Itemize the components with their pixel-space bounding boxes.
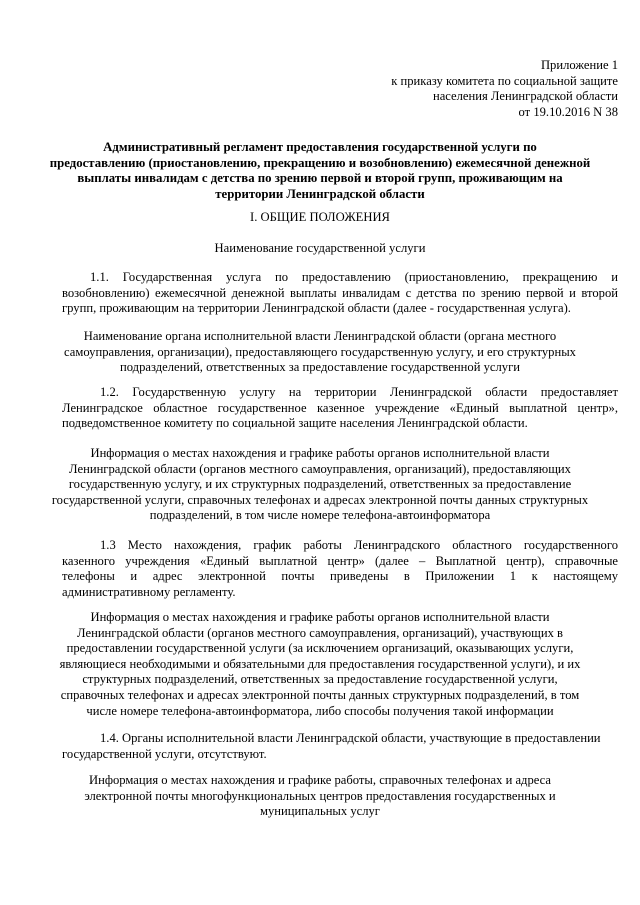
document-title [40, 140, 600, 202]
paragraph-1-4 [62, 731, 618, 762]
subheading-line: предоставлении государственной услуги (за исключением организаций, оказывающих услуги, [66, 641, 574, 656]
title-line: выплаты инвалидам с детства по зрению первой и второй групп, проживающим на [77, 171, 563, 186]
subheading-line: Ленинградской области (органов местного самоуправления, организаций), предоставляющих [69, 461, 571, 476]
paragraph-line: казенного учреждения «Единый выплатной центр» (далее – Выплатной центр), справочные [62, 553, 618, 568]
paragraph-line: 1.1. Государственная услуга по предоставлению (приостановлению, прекращению и [90, 270, 618, 284]
paragraph-line: возобновлению) ежемесячной денежной выплаты инвалидам с детства по зрению первой и второй [62, 285, 618, 300]
section-heading: I. ОБЩИЕ ПОЛОЖЕНИЯ [250, 210, 390, 224]
subheading-line: Информация о местах нахождения и графике работы органов исполнительной власти [90, 610, 550, 624]
subheading-line: государственной услуги, справочных телефонах и адресах электронной почты данных структурных [51, 492, 589, 507]
appendix-line: от 19.10.2016 N 38 [518, 104, 618, 119]
subheading-line: Информация о местах нахождения и графике работы, справочных телефонах и адреса [88, 773, 551, 787]
title-line: предоставлению (приостановлению, прекращению и возобновлению) ежемесячной денежной [49, 155, 591, 170]
paragraph-line: 1.3 Место нахождения, график работы Ленинградского областного государственного [100, 538, 618, 552]
title-line: Административный регламент предоставления государственной услуги по [103, 140, 537, 154]
subheading-line: Наименование органа исполнительной власти Ленинградской области (органа местного [83, 329, 557, 343]
appendix-block [300, 58, 618, 120]
paragraph-line: подведомственное комитету по социальной защите населения Ленинградской области. [62, 416, 528, 431]
paragraph-line: административному регламенту. [62, 584, 236, 599]
paragraph-1-1 [62, 270, 618, 317]
appendix-line: к приказу комитета по социальной защите [391, 73, 618, 88]
paragraph-line: 1.4. Органы исполнительной власти Ленинградской области, участвующие в предоставлении [100, 731, 601, 745]
paragraph-1-2 [62, 385, 618, 432]
subheading-mfc [40, 773, 600, 820]
title-line: территории Ленинградской области [215, 186, 425, 201]
subheading-line: государственную услугу, и их структурных подразделений, ответственных за предоставление [68, 477, 572, 492]
subheading-authority [40, 329, 600, 376]
paragraph-line: 1.2. Государственную услугу на территории Ленинградской области предоставляет [100, 385, 618, 399]
paragraph-line: Ленинградское областное государственное казенное учреждение «Единый выплатной центр», [62, 400, 618, 415]
paragraph-line: государственной услуги, отсутствуют. [62, 746, 267, 761]
subheading-location-2 [40, 610, 600, 719]
subheading-line: самоуправления, организации), предоставляющего государственную услугу, и его структурных [64, 344, 576, 359]
subheading-location-1 [40, 446, 600, 524]
paragraph-line: телефоны и адрес электронной почты приведены в Приложении 1 к настоящему [62, 569, 618, 584]
subheading-line: подразделений, ответственных за предоставление государственной услуги [120, 360, 520, 375]
paragraph-1-3 [62, 538, 618, 600]
appendix-line: Приложение 1 [540, 58, 618, 72]
subheading-line: структурных подразделений, ответственных за предоставление государственной услуги, [82, 672, 558, 687]
appendix-line: населения Ленинградской области [432, 89, 618, 104]
subheading-line: подразделений, в том числе номере телефона-автоинформатора [149, 508, 491, 523]
subheading-line: Ленинградской области (органов местного самоуправления, организаций), участвующих в [77, 625, 563, 640]
paragraph-line: групп, проживающим на территории Ленинградской области (далее - государственная услуга). [62, 301, 571, 316]
subheading-service-name: Наименование государственной услуги [214, 241, 426, 255]
subheading-line: являющиеся необходимыми и обязательными для предоставления государственной услуги), и их [59, 656, 581, 671]
subheading-line: числе номере телефона-автоинформатора, либо способы получения такой информации [86, 703, 554, 718]
subheading-line: Информация о местах нахождения и графике работы органов исполнительной власти [90, 446, 550, 460]
subheading-line: муниципальных услуг [260, 804, 380, 819]
subheading-line: справочных телефонах и адресах электронной почты данных структурных подразделений, в том [60, 687, 580, 702]
subheading-line: электронной почты многофункциональных центров предоставления государственных и [84, 788, 556, 803]
